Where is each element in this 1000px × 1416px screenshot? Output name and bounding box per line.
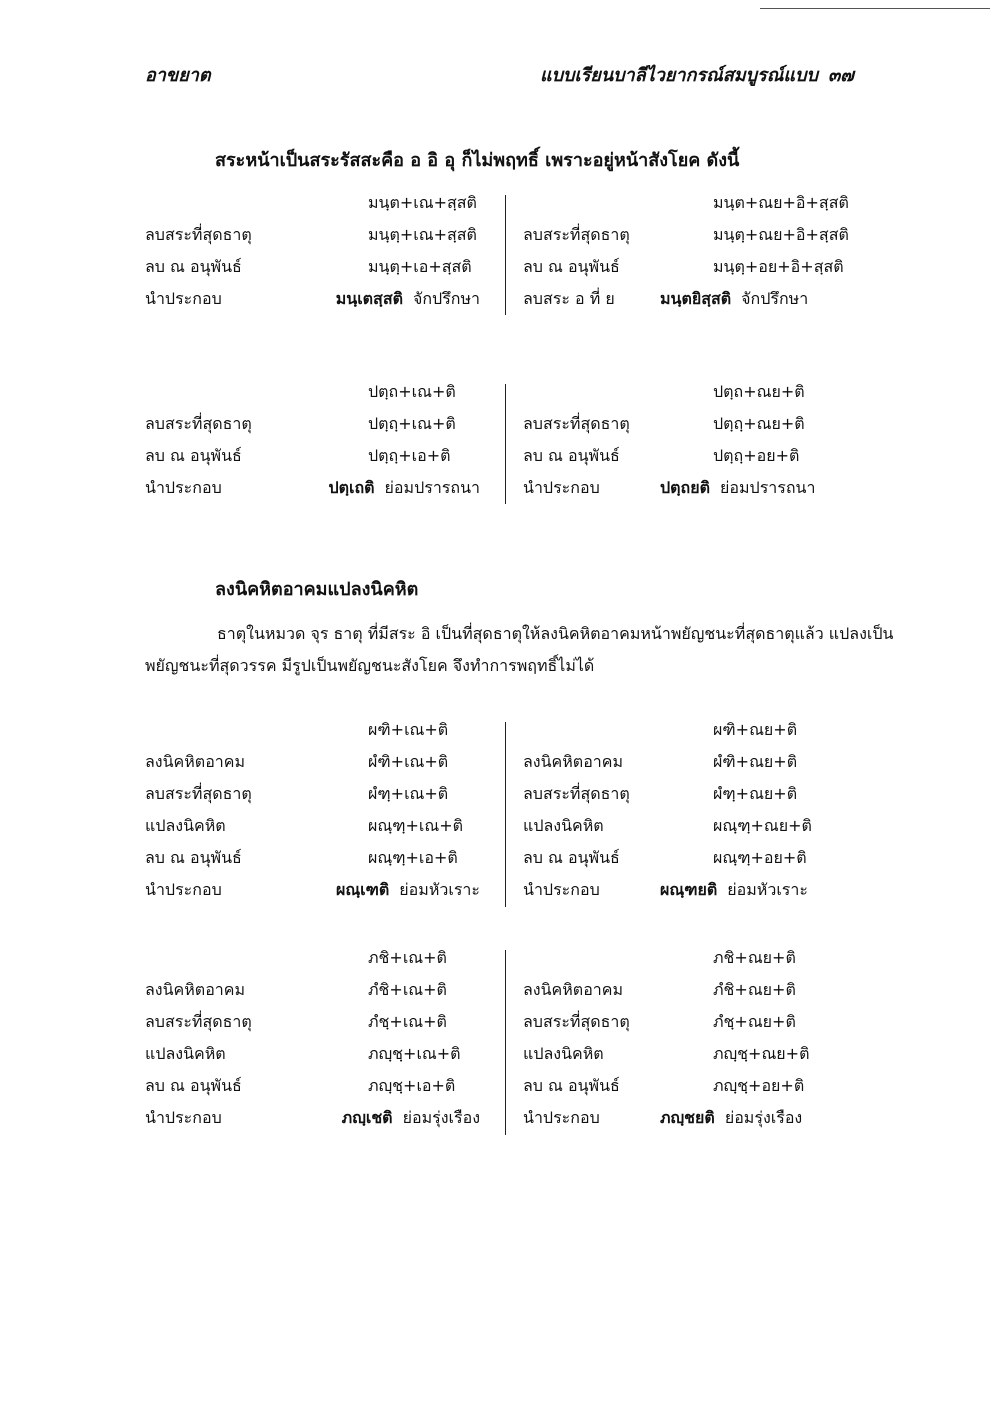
step-label: ลบสระที่สุดธาตุ <box>145 225 252 244</box>
step-label: ลบ ณ อนุพันธ์ <box>145 1076 242 1095</box>
step-label: แปลงนิคหิต <box>523 816 604 835</box>
final-result <box>300 1102 480 1134</box>
final-meaning: ย่อมหัวเราะ <box>399 880 480 899</box>
step-form: ผณฺฑฺ+เณ+ติ <box>368 816 464 835</box>
running-header-right: แบบเรียนบาลีไวยากรณ์สมบูรณ์แบบ <box>540 65 818 86</box>
step-label: แปลงนิคหิต <box>523 1044 604 1063</box>
base-form: ผฑิ+เณ+ติ <box>368 720 449 739</box>
column-divider <box>505 950 506 1135</box>
top-rule <box>760 8 990 9</box>
step-label: ลงนิคหิตอาคม <box>145 752 246 771</box>
paragraph-line: พยัญชนะที่สุดวรรค มีรูปเป็นพยัญชนะสังโยค จึงทำการพฤทธิ์ไม่ได้ <box>145 656 595 675</box>
step-label: ลบสระที่สุดธาตุ <box>145 784 252 803</box>
step-form: ปตฺถฺ+อย+ติ <box>713 446 800 465</box>
step-form: มนฺตฺ+เอ+สฺสติ <box>368 257 472 276</box>
paragraph-line: ธาตุในหมวด จุร ธาตุ ที่มีสระ อิ เป็นที่สุดธาตุให้ลงนิคหิตอาคมหน้าพยัญชนะที่สุดธาตุแล้ว แปลงเป็น <box>217 624 894 643</box>
section-title-niggahita: ลงนิคหิตอาคมแปลงนิคหิต <box>215 579 419 600</box>
step-label: ลบ ณ อนุพันธ์ <box>523 446 620 465</box>
final-word: ผณฺเฑติ <box>335 880 390 899</box>
base-form: ภชิ+เณ+ติ <box>368 948 447 967</box>
step-form: ผณฺฑฺ+อย+ติ <box>713 848 807 867</box>
section-title-vowel-rule: สระหน้าเป็นสระรัสสะคือ อ อิ อุ ก็ไม่พฤทธิ์ เพราะอยู่หน้าสังโยค ดังนี้ <box>215 150 740 171</box>
final-word: ผณฺฑยติ <box>660 880 718 899</box>
final-meaning: ย่อมปรารถนา <box>384 478 480 497</box>
final-meaning: ย่อมหัวเราะ <box>727 880 808 899</box>
step-form: มนฺตฺ+ณย+อิ+สฺสติ <box>713 225 849 244</box>
base-form: มนฺต+เณ+สฺสติ <box>368 193 477 212</box>
step-label: ลบสระที่สุดธาตุ <box>523 225 630 244</box>
final-word: ภญฺชยติ <box>660 1108 715 1127</box>
step-form: ปตฺถฺ+เอ+ติ <box>368 446 451 465</box>
step-form: ภํชฺ+ณย+ติ <box>713 1012 796 1031</box>
column-divider <box>505 384 506 504</box>
final-step-label: นำประกอบ <box>145 478 222 497</box>
step-label: ลบสระที่สุดธาตุ <box>523 784 630 803</box>
final-step-label: นำประกอบ <box>145 289 222 308</box>
step-label: ลบ ณ อนุพันธ์ <box>523 257 620 276</box>
step-form: ภญฺชฺ+ณย+ติ <box>713 1044 810 1063</box>
step-form: ผํฑฺ+ณย+ติ <box>713 784 798 803</box>
base-form: มนฺต+ณย+อิ+สฺสติ <box>713 193 849 212</box>
step-label: ลบสระที่สุดธาตุ <box>523 414 630 433</box>
running-header-left: อาขยาต <box>145 65 211 86</box>
base-form: ภชิ+ณย+ติ <box>713 948 796 967</box>
step-form: ผํฑิ+ณย+ติ <box>713 752 798 771</box>
step-form: ผํฑฺ+เณ+ติ <box>368 784 449 803</box>
final-step-label: นำประกอบ <box>523 478 600 497</box>
step-form: ภญฺชฺ+เอ+ติ <box>368 1076 456 1095</box>
column-divider <box>505 722 506 907</box>
step-label: ลบ ณ อนุพันธ์ <box>523 1076 620 1095</box>
step-form: ภํชฺ+เณ+ติ <box>368 1012 447 1031</box>
step-label: ลบ ณ อนุพันธ์ <box>523 848 620 867</box>
final-step-label: ลบสระ อ ที่ ย <box>523 289 615 308</box>
final-result <box>660 472 840 504</box>
final-step-label: นำประกอบ <box>145 880 222 899</box>
step-form: ปตฺถฺ+ณย+ติ <box>713 414 805 433</box>
final-word: ภญฺเชติ <box>341 1108 393 1127</box>
step-form: ภํชิ+เณ+ติ <box>368 980 447 999</box>
final-meaning: ย่อมรุ่งเรือง <box>402 1108 480 1127</box>
base-form: ปตฺถ+เณ+ติ <box>368 382 456 401</box>
step-form: ผณฺฑฺ+ณย+ติ <box>713 816 812 835</box>
page-number: ๓๗ <box>828 65 854 86</box>
final-step-label: นำประกอบ <box>523 1108 600 1127</box>
step-form: ปตฺถฺ+เณ+ติ <box>368 414 456 433</box>
step-form: ภญฺชฺ+เณ+ติ <box>368 1044 461 1063</box>
step-label: แปลงนิคหิต <box>145 1044 226 1063</box>
final-word: ปตฺเถติ <box>328 478 375 497</box>
final-result <box>300 283 480 315</box>
step-label: ลบ ณ อนุพันธ์ <box>145 848 242 867</box>
step-label: ลบสระที่สุดธาตุ <box>523 1012 630 1031</box>
step-label: ลบ ณ อนุพันธ์ <box>145 446 242 465</box>
final-result <box>660 283 840 315</box>
step-form: มนฺตฺ+อย+อิ+สฺสติ <box>713 257 844 276</box>
base-form: ผฑิ+ณย+ติ <box>713 720 798 739</box>
final-meaning: จักปรึกษา <box>412 289 480 308</box>
final-meaning: ย่อมรุ่งเรือง <box>724 1108 803 1127</box>
final-word: มนฺตยิสฺสติ <box>660 289 732 308</box>
final-step-label: นำประกอบ <box>145 1108 222 1127</box>
explanation-paragraph <box>145 618 894 682</box>
step-form: ผํฑิ+เณ+ติ <box>368 752 449 771</box>
final-result <box>660 1102 840 1134</box>
step-form: มนฺตฺ+เณ+สฺสติ <box>368 225 477 244</box>
final-meaning: จักปรึกษา <box>741 289 809 308</box>
step-form: ภญฺชฺ+อย+ติ <box>713 1076 805 1095</box>
step-label: ลงนิคหิตอาคม <box>523 980 624 999</box>
final-result <box>300 874 480 906</box>
final-word: มนฺเตสฺสติ <box>335 289 403 308</box>
step-label: แปลงนิคหิต <box>145 816 226 835</box>
step-form: ผณฺฑฺ+เอ+ติ <box>368 848 458 867</box>
step-form: ภํชิ+ณย+ติ <box>713 980 796 999</box>
step-label: ลงนิคหิตอาคม <box>145 980 246 999</box>
final-result <box>300 472 480 504</box>
step-label: ลบสระที่สุดธาตุ <box>145 414 252 433</box>
final-meaning: ย่อมปรารถนา <box>720 478 816 497</box>
column-divider <box>505 195 506 315</box>
final-step-label: นำประกอบ <box>523 880 600 899</box>
step-label: ลงนิคหิตอาคม <box>523 752 624 771</box>
final-result <box>660 874 840 906</box>
base-form: ปตฺถ+ณย+ติ <box>713 382 805 401</box>
step-label: ลบ ณ อนุพันธ์ <box>145 257 242 276</box>
final-word: ปตฺถยติ <box>660 478 710 497</box>
step-label: ลบสระที่สุดธาตุ <box>145 1012 252 1031</box>
